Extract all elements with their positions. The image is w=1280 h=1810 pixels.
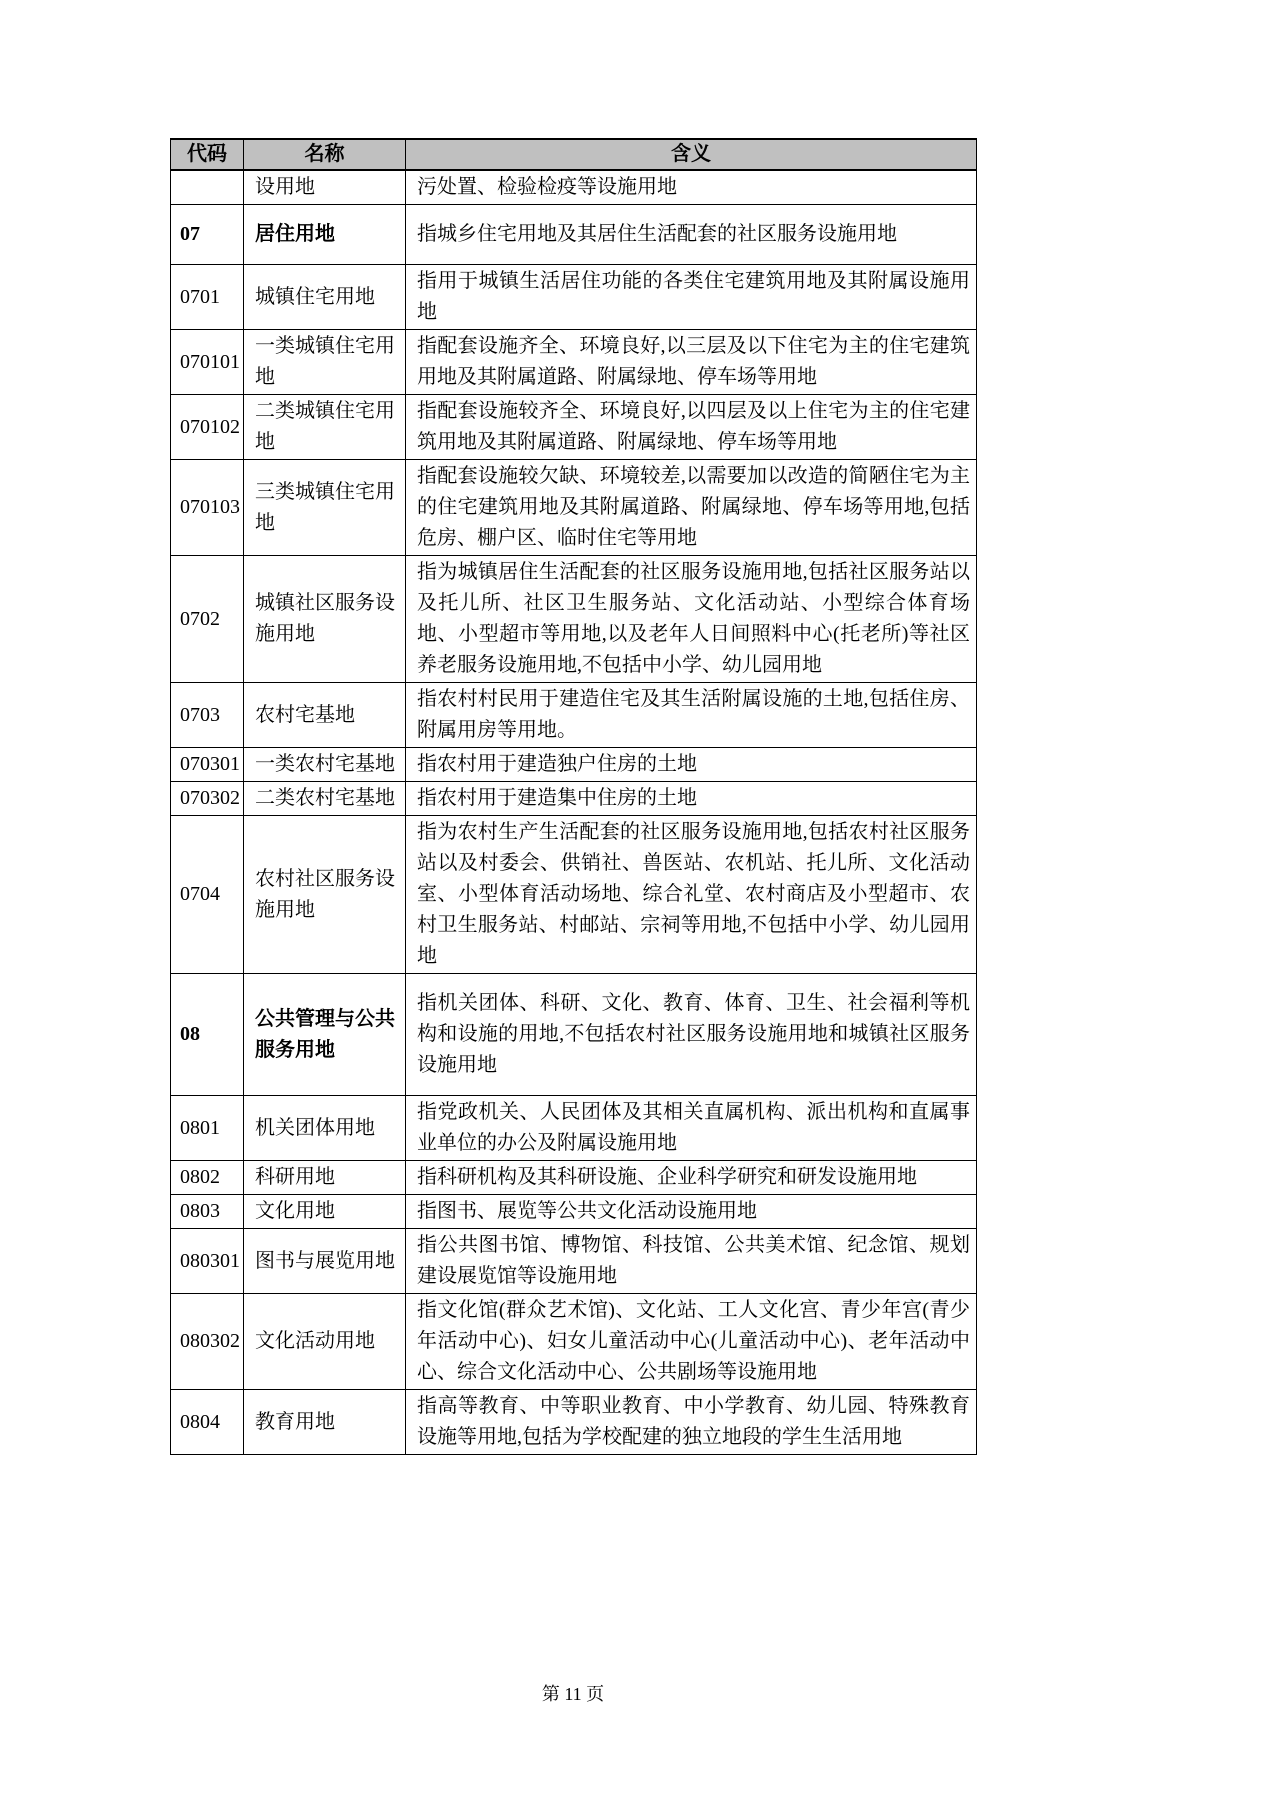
name-cell: 城镇住宅用地	[244, 265, 406, 330]
name-cell: 一类农村宅基地	[244, 748, 406, 782]
header-meaning: 含义	[406, 139, 977, 170]
code-cell: 0703	[171, 683, 244, 748]
code-cell: 0702	[171, 556, 244, 683]
name-cell: 居住用地	[244, 205, 406, 265]
meaning-cell: 指机关团体、科研、文化、教育、体育、卫生、社会福利等机构和设施的用地,不包括农村社区服务设施用地和城镇社区服务设施用地	[406, 974, 977, 1096]
name-cell: 文化活动用地	[244, 1294, 406, 1390]
meaning-cell: 指配套设施齐全、环境良好,以三层及以下住宅为主的住宅建筑用地及其附属道路、附属绿地、停车场等用地	[406, 330, 977, 395]
table-row	[171, 748, 977, 782]
meaning-cell: 指配套设施较齐全、环境良好,以四层及以上住宅为主的住宅建筑用地及其附属道路、附属绿地、停车场等用地	[406, 395, 977, 460]
table-row	[171, 816, 977, 974]
code-cell: 0803	[171, 1195, 244, 1229]
table-row	[171, 782, 977, 816]
table-row	[171, 974, 977, 1096]
name-cell: 图书与展览用地	[244, 1229, 406, 1294]
table-row	[171, 1229, 977, 1294]
header-code: 代码	[171, 139, 244, 170]
name-cell: 三类城镇住宅用地	[244, 460, 406, 556]
name-cell: 二类农村宅基地	[244, 782, 406, 816]
meaning-cell: 指农村村民用于建造住宅及其生活附属设施的土地,包括住房、附属用房等用地。	[406, 683, 977, 748]
page-number: 第 11 页	[541, 1684, 605, 1704]
table-row	[171, 1294, 977, 1390]
code-cell: 080301	[171, 1229, 244, 1294]
table-row	[171, 395, 977, 460]
meaning-cell: 指高等教育、中等职业教育、中小学教育、幼儿园、特殊教育设施等用地,包括为学校配建的独立地段的学生生活用地	[406, 1390, 977, 1455]
name-cell: 农村宅基地	[244, 683, 406, 748]
page-footer	[170, 1682, 976, 1706]
code-cell: 070301	[171, 748, 244, 782]
meaning-cell: 指党政机关、人民团体及其相关直属机构、派出机构和直属事业单位的办公及附属设施用地	[406, 1096, 977, 1161]
table-row	[171, 205, 977, 265]
table-header-row	[171, 139, 977, 170]
meaning-cell: 污处置、检验检疫等设施用地	[406, 170, 977, 205]
code-cell: 0804	[171, 1390, 244, 1455]
meaning-cell: 指科研机构及其科研设施、企业科学研究和研发设施用地	[406, 1161, 977, 1195]
code-cell: 070103	[171, 460, 244, 556]
code-cell: 0701	[171, 265, 244, 330]
meaning-cell: 指为城镇居住生活配套的社区服务设施用地,包括社区服务站以及托儿所、社区卫生服务站、文化活动站、小型综合体育场地、小型超市等用地,以及老年人日间照料中心(托老所)等社区养老服务设施用地,不包括中小学、幼儿园用地	[406, 556, 977, 683]
table-row	[171, 460, 977, 556]
meaning-cell: 指用于城镇生活居住功能的各类住宅建筑用地及其附属设施用地	[406, 265, 977, 330]
table-row	[171, 330, 977, 395]
meaning-cell: 指文化馆(群众艺术馆)、文化站、工人文化宫、青少年宫(青少年活动中心)、妇女儿童活动中心(儿童活动中心)、老年活动中心、综合文化活动中心、公共剧场等设施用地	[406, 1294, 977, 1390]
meaning-cell: 指农村用于建造集中住房的土地	[406, 782, 977, 816]
table-row	[171, 265, 977, 330]
name-cell: 机关团体用地	[244, 1096, 406, 1161]
table-head	[171, 139, 977, 170]
code-cell	[171, 170, 244, 205]
name-cell: 教育用地	[244, 1390, 406, 1455]
code-cell: 070102	[171, 395, 244, 460]
table-row	[171, 1390, 977, 1455]
name-cell: 科研用地	[244, 1161, 406, 1195]
code-cell: 07	[171, 205, 244, 265]
table-row	[171, 1161, 977, 1195]
header-name: 名称	[244, 139, 406, 170]
land-use-classification-table	[170, 138, 977, 1455]
meaning-cell: 指公共图书馆、博物馆、科技馆、公共美术馆、纪念馆、规划建设展览馆等设施用地	[406, 1229, 977, 1294]
name-cell: 设用地	[244, 170, 406, 205]
table-row	[171, 1096, 977, 1161]
code-cell: 080302	[171, 1294, 244, 1390]
meaning-cell: 指城乡住宅用地及其居住生活配套的社区服务设施用地	[406, 205, 977, 265]
table-row	[171, 170, 977, 205]
table-row	[171, 556, 977, 683]
name-cell: 城镇社区服务设施用地	[244, 556, 406, 683]
code-cell: 08	[171, 974, 244, 1096]
code-cell: 0704	[171, 816, 244, 974]
name-cell: 一类城镇住宅用地	[244, 330, 406, 395]
code-cell: 070302	[171, 782, 244, 816]
land-use-table-body	[171, 170, 977, 1455]
table-row	[171, 683, 977, 748]
meaning-cell: 指图书、展览等公共文化活动设施用地	[406, 1195, 977, 1229]
name-cell: 文化用地	[244, 1195, 406, 1229]
name-cell: 二类城镇住宅用地	[244, 395, 406, 460]
meaning-cell: 指配套设施较欠缺、环境较差,以需要加以改造的简陋住宅为主的住宅建筑用地及其附属道路、附属绿地、停车场等用地,包括危房、棚户区、临时住宅等用地	[406, 460, 977, 556]
code-cell: 0802	[171, 1161, 244, 1195]
meaning-cell: 指为农村生产生活配套的社区服务设施用地,包括农村社区服务站以及村委会、供销社、兽医站、农机站、托儿所、文化活动室、小型体育活动场地、综合礼堂、农村商店及小型超市、农村卫生服务站、村邮站、宗祠等用地,不包括中小学、幼儿园用地	[406, 816, 977, 974]
code-cell: 0801	[171, 1096, 244, 1161]
table-row	[171, 1195, 977, 1229]
name-cell: 农村社区服务设施用地	[244, 816, 406, 974]
code-cell: 070101	[171, 330, 244, 395]
meaning-cell: 指农村用于建造独户住房的土地	[406, 748, 977, 782]
name-cell: 公共管理与公共服务用地	[244, 974, 406, 1096]
